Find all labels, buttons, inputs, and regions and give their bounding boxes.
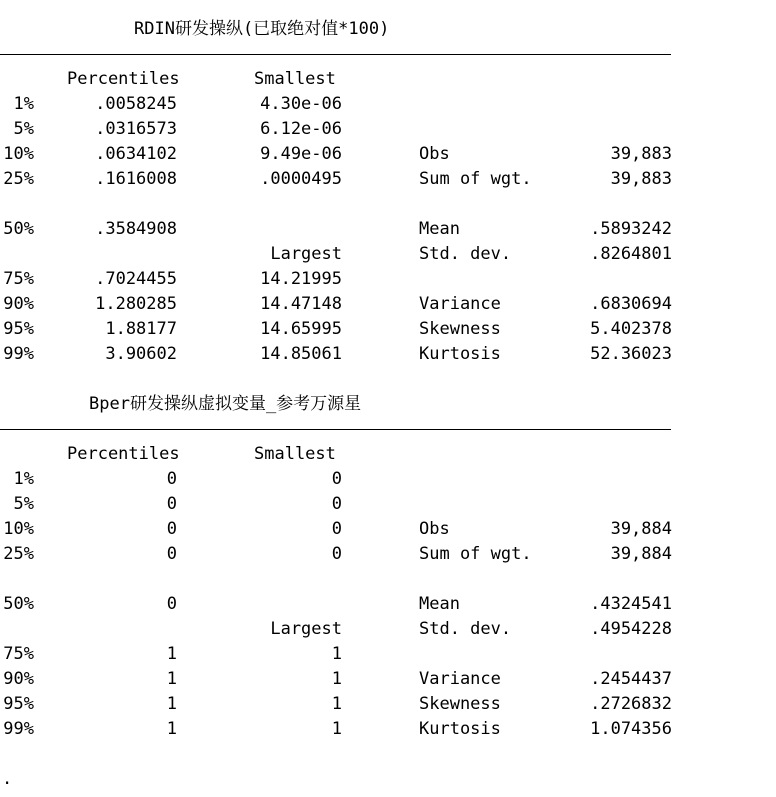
smallest-value: 9.49e-06 — [260, 144, 342, 164]
largest-value: 1 — [331, 719, 342, 739]
percentile-value: .0058245 — [95, 94, 177, 114]
percentile-label: 1% — [13, 94, 34, 114]
smallest-header: Smallest — [254, 444, 336, 464]
percentile-value: .0316573 — [95, 119, 177, 139]
table-title: Bper研发操纵虚拟变量_参考万源星 — [89, 394, 362, 414]
percentile-value: 3.90602 — [105, 344, 177, 364]
largest-header: Largest — [270, 244, 342, 264]
smallest-value: 0 — [331, 469, 342, 489]
smallest-value: 0 — [331, 519, 342, 539]
stat-value: .4954228 — [590, 619, 672, 639]
stat-value: 39,884 — [610, 544, 672, 564]
percentile-value: 0 — [166, 594, 177, 614]
percentile-value: .0634102 — [95, 144, 177, 164]
stat-label: Std. dev. — [419, 619, 512, 639]
largest-value: 14.65995 — [260, 319, 342, 339]
divider — [0, 54, 671, 55]
largest-header: Largest — [270, 619, 342, 639]
smallest-value: 0 — [331, 494, 342, 514]
stat-label: Kurtosis — [419, 344, 501, 364]
stat-value: .6830694 — [590, 294, 672, 314]
stat-value: .2726832 — [590, 694, 672, 714]
percentile-value: 0 — [166, 469, 177, 489]
percentile-label: 99% — [3, 344, 34, 364]
percentile-label: 50% — [3, 219, 34, 239]
percentiles-header: Percentiles — [67, 444, 180, 464]
largest-value: 1 — [331, 644, 342, 664]
percentile-label: 50% — [3, 594, 34, 614]
stat-label: Obs — [419, 144, 450, 164]
percentile-value: 1 — [166, 669, 177, 689]
stat-value: .5893242 — [590, 219, 672, 239]
smallest-value: .0000495 — [260, 169, 342, 189]
percentile-value: 1 — [166, 694, 177, 714]
percentile-label: 95% — [3, 319, 34, 339]
percentile-label: 1% — [13, 469, 34, 489]
stat-label: Mean — [419, 594, 460, 614]
percentile-label: 90% — [3, 669, 34, 689]
stat-value: 5.402378 — [590, 319, 672, 339]
stat-label: Kurtosis — [419, 719, 501, 739]
stat-label: Sum of wgt. — [419, 544, 532, 564]
largest-value: 14.21995 — [260, 269, 342, 289]
stat-label: Obs — [419, 519, 450, 539]
percentile-value: 1.88177 — [105, 319, 177, 339]
stat-value: .8264801 — [590, 244, 672, 264]
percentile-label: 90% — [3, 294, 34, 314]
largest-value: 14.47148 — [260, 294, 342, 314]
smallest-header: Smallest — [254, 69, 336, 89]
percentile-label: 25% — [3, 169, 34, 189]
stat-label: Mean — [419, 219, 460, 239]
stat-label: Sum of wgt. — [419, 169, 532, 189]
percentile-value: 0 — [166, 544, 177, 564]
smallest-value: 4.30e-06 — [260, 94, 342, 114]
largest-value: 14.85061 — [260, 344, 342, 364]
largest-value: 1 — [331, 694, 342, 714]
table-title: RDIN研发操纵(已取绝对值*100) — [134, 19, 390, 39]
percentile-label: 75% — [3, 269, 34, 289]
largest-value: 1 — [331, 669, 342, 689]
stat-value: 52.36023 — [590, 344, 672, 364]
percentile-value: .3584908 — [95, 219, 177, 239]
stat-value: 39,883 — [610, 144, 672, 164]
stat-label: Variance — [419, 669, 501, 689]
stat-value: 39,883 — [610, 169, 672, 189]
divider — [0, 429, 671, 430]
stat-value: 39,884 — [610, 519, 672, 539]
stat-label: Std. dev. — [419, 244, 512, 264]
percentile-value: .1616008 — [95, 169, 177, 189]
percentile-value: 1 — [166, 644, 177, 664]
percentile-value: .7024455 — [95, 269, 177, 289]
stat-label: Skewness — [419, 694, 501, 714]
stat-value: 1.074356 — [590, 719, 672, 739]
smallest-value: 6.12e-06 — [260, 119, 342, 139]
percentile-value: 1.280285 — [95, 294, 177, 314]
percentile-label: 95% — [3, 694, 34, 714]
percentile-label: 5% — [13, 119, 34, 139]
percentile-value: 0 — [166, 494, 177, 514]
percentile-label: 5% — [13, 494, 34, 514]
stat-label: Variance — [419, 294, 501, 314]
percentile-value: 1 — [166, 719, 177, 739]
command-prompt[interactable]: . — [2, 769, 13, 789]
percentile-label: 10% — [3, 519, 34, 539]
percentile-label: 10% — [3, 144, 34, 164]
stat-label: Skewness — [419, 319, 501, 339]
stat-value: .4324541 — [590, 594, 672, 614]
percentile-label: 75% — [3, 644, 34, 664]
percentiles-header: Percentiles — [67, 69, 180, 89]
smallest-value: 0 — [331, 544, 342, 564]
percentile-label: 99% — [3, 719, 34, 739]
percentile-value: 0 — [166, 519, 177, 539]
stat-value: .2454437 — [590, 669, 672, 689]
percentile-label: 25% — [3, 544, 34, 564]
